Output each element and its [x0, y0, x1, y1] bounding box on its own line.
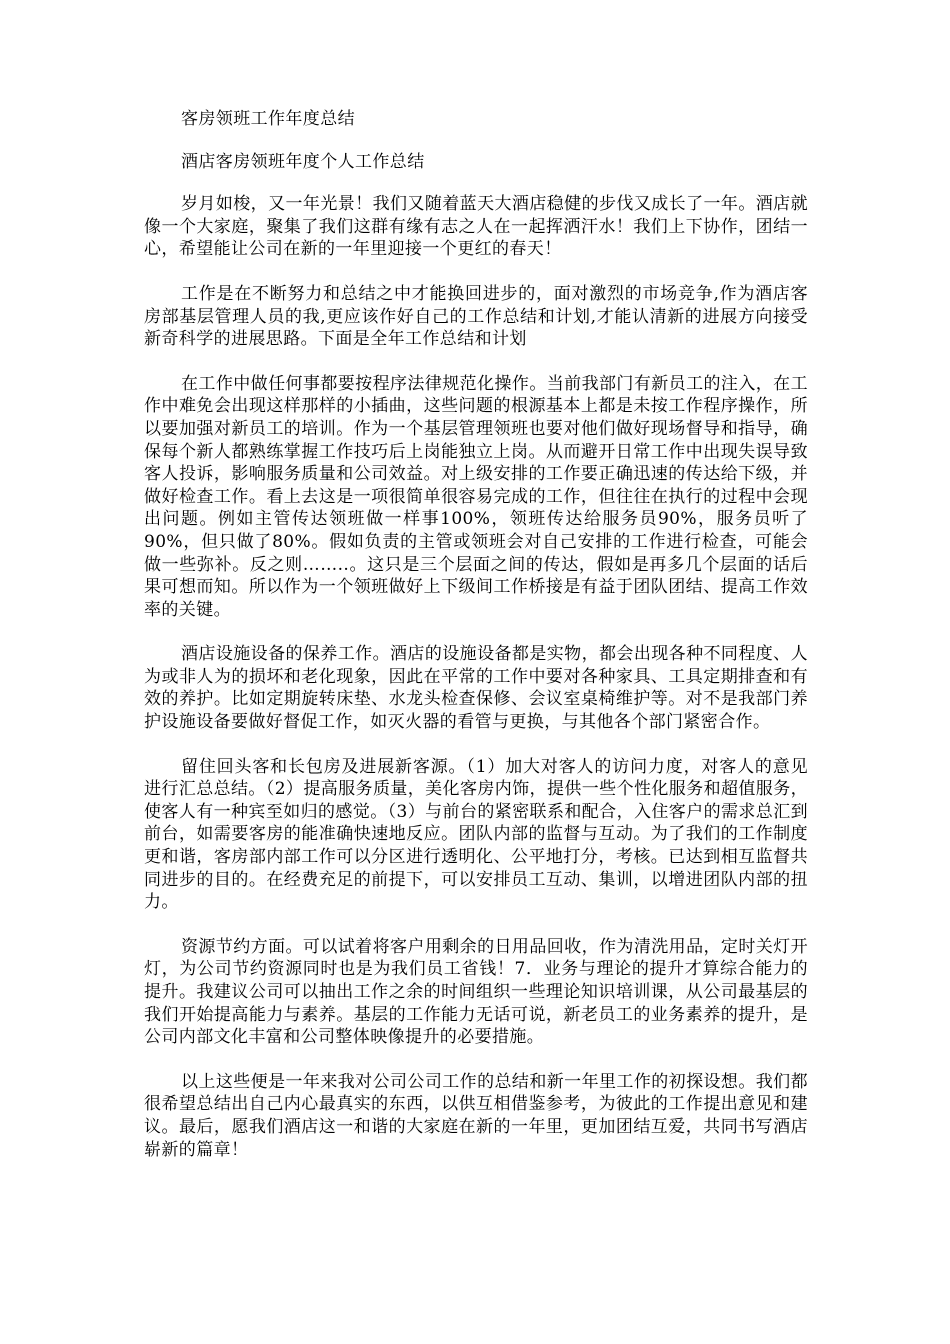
- paragraph-procedures: 在工作中做任何事都要按程序法律规范化操作。当前我部门有新员工的注入，在工作中难免会出现这样那样的小插曲，这些问题的根源基本上都是未按工作程序操作，所以要加强对新员工的培训。作为一个基层管理领班也要对他们做好现场督导和指导，确保每个新人都熟练掌握工作技巧后上岗能独立上岗。从而避开日常工作中出现失误导致客人投诉，影响服务质量和公司效益。对上级安排的工作要正确迅速的传达给下级，并做好检查工作。看上去这是一项很简单很容易完成的工作，但往往在执行的过程中会现出问题。例如主管传达领班做一样事100%，领班传达给服务员90%，服务员听了90%，但只做了80%。假如负责的主管或领班会对自己安排的工作进行检查，可能会做一些弥补。反之则……..。这只是三个层面之间的传达，假如是再多几个层面的话后果可想而知。所以作为一个领班做好上下级间工作桥接是有益于团队团结、提高工作效率的关键。: [144, 373, 808, 620]
- paragraph-resource-saving: 资源节约方面。可以试着将客户用剩余的日用品回收，作为清洗用品，定时关灯开灯，为公司节约资源同时也是为我们员工省钱！7．业务与理论的提升才算综合能力的提升。我建议公司可以抽出工作之余的时间组织一些理论知识培训课，从公司最基层的我们开始提高能力与素养。基层的工作能力无话可说，新老员工的业务素养的提升，是公司内部文化丰富和公司整体映像提升的必要措施。: [144, 936, 808, 1048]
- paragraph-customer-retention: 留住回头客和长包房及进展新客源。（1）加大对客人的访问力度，对客人的意见进行汇总总结。（2）提高服务质量，美化客房内饰，提供一些个性化服务和超值服务，使客人有一种宾至如归的感觉。（3）与前台的紧密联系和配合，入住客户的需求总汇到前台，如需要客房的能准确快速地反应。团队内部的监督与互动。为了我们的工作制度更和谐，客房部内部工作可以分区进行透明化、公平地打分，考核。已达到相互监督共同进步的目的。在经费充足的前提下，可以安排员工互动、集训，以增进团队内部的扭力。: [144, 756, 808, 913]
- paragraph-intro: 岁月如梭，又一年光景！我们又随着蓝天大酒店稳健的步伐又成长了一年。酒店就像一个大家庭，聚集了我们这群有缘有志之人在一起挥洒汗水！我们上下协作，团结一心，希望能让公司在新的一年里迎接一个更红的春天！: [144, 194, 808, 260]
- document-subtitle: 酒店客房领班年度个人工作总结: [181, 151, 425, 172]
- paragraph-conclusion: 以上这些便是一年来我对公司公司工作的总结和新一年里工作的初探设想。我们都很希望总结出自己内心最真实的东西，以供互相借鉴参考，为彼此的工作提出意见和建议。最后，愿我们酒店这一和谐的大家庭在新的一年里，更加团结互爱，共同书写酒店崭新的篇章！: [144, 1071, 808, 1160]
- paragraph-facility-maintenance: 酒店设施设备的保养工作。酒店的设施设备都是实物，都会出现各种不同程度、人为或非人为的损坏和老化现象，因此在平常的工作中要对各种家具、工具定期排查和有效的养护。比如定期旋转床垫、水龙头检查保修、会议室桌椅维护等。对不是我部门养护设施设备要做好督促工作，如灭火器的看管与更换，与其他各个部门紧密合作。: [144, 644, 808, 733]
- document-body: [144, 108, 808, 1183]
- document-title: 客房领班工作年度总结: [181, 109, 355, 129]
- paragraph-summary-intro: 工作是在不断努力和总结之中才能换回进步的，面对激烈的市场竞争,作为酒店客房部基层管理人员的我,更应该作好自己的工作总结和计划,才能认清新的进展方向接受新奇科学的进展思路。下面是全年工作总结和计划: [144, 283, 808, 350]
